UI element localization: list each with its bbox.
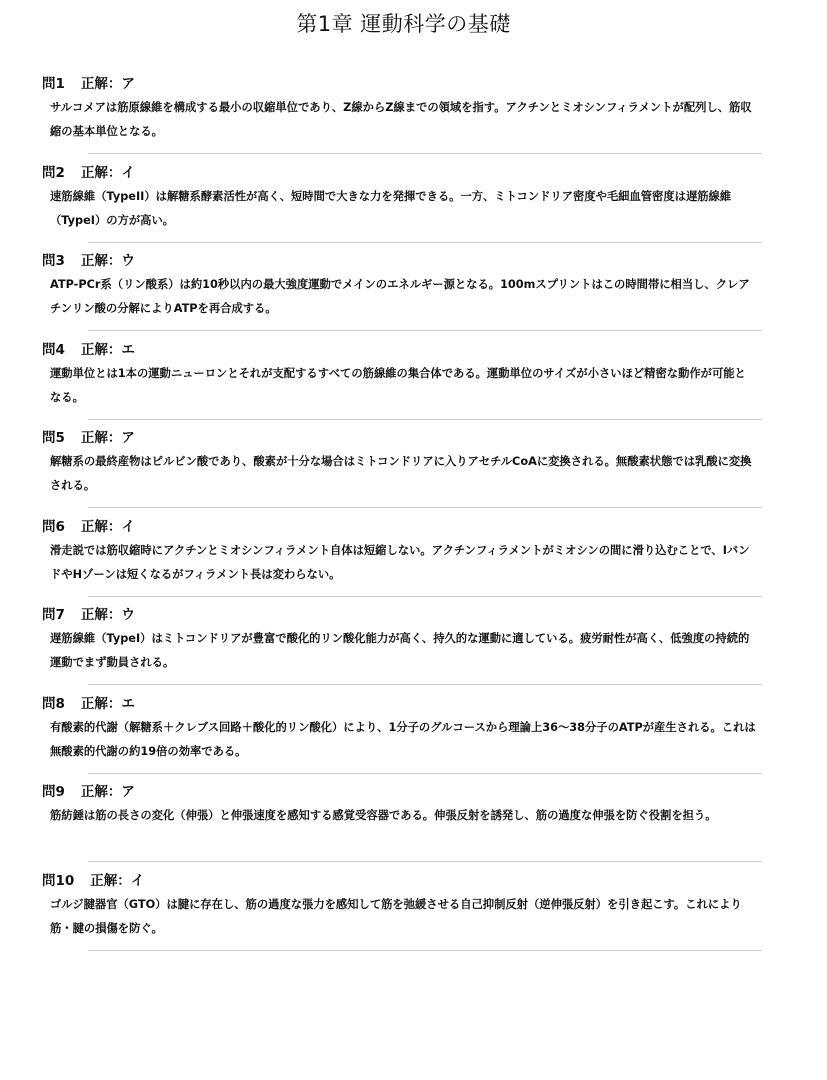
answer-item-6 <box>42 517 762 606</box>
answer-explanation: サルコメアは筋原線維を構成する最小の収縮単位であり、Z線からZ線までの領域を指す。アクチンとミオシンフィラメントが配列し、筋収縮の基本単位となる。 <box>50 101 752 138</box>
divider <box>88 596 762 597</box>
correct-answer: 正解：ア <box>80 430 135 446</box>
question-number: 問8 <box>42 695 65 712</box>
correct-answer: 正解：イ <box>80 164 135 181</box>
divider <box>88 507 762 508</box>
correct-answer: 正解：エ <box>80 341 135 358</box>
question-number: 問9 <box>42 784 65 800</box>
correct-answer: 正解：イ <box>90 872 145 889</box>
answer-header <box>42 74 762 96</box>
answer-header <box>42 163 762 185</box>
answer-explanation: 筋紡錘は筋の長さの変化（伸張）と伸張速度を感知する感覚受容器である。伸張反射を誘発し、筋の過度な伸張を防ぐ役割を担う。 <box>50 809 717 822</box>
answer-item-3 <box>42 251 762 340</box>
correct-answer: 正解：ウ <box>80 607 135 623</box>
divider <box>88 419 762 420</box>
question-number: 問6 <box>42 518 65 535</box>
divider <box>88 153 762 154</box>
question-number: 問2 <box>42 164 65 181</box>
answer-explanation: 運動単位とは1本の運動ニューロンとそれが支配するすべての筋線維の集合体である。運動単位のサイズが小さいほど精密な動作が可能となる。 <box>50 366 746 404</box>
question-number: 問4 <box>42 341 65 358</box>
divider <box>88 861 762 862</box>
answer-item-2 <box>42 163 762 252</box>
question-number: 問5 <box>42 430 65 446</box>
answer-item-4 <box>42 340 762 429</box>
answer-header <box>42 251 762 273</box>
question-number: 問10 <box>42 872 75 889</box>
answer-explanation: 有酸素的代謝（解糖系＋クレブス回路＋酸化的リン酸化）により、1分子のグルコースから理論上36〜38分子のATPが産生される。これは無酸素的代謝の約19倍の効率である。 <box>50 720 756 758</box>
question-number: 問7 <box>42 607 65 623</box>
answer-explanation: ゴルジ腱器官（GTO）は腱に存在し、筋の過度な張力を感知して筋を弛緩させる自己抑制反射（逆伸張反射）を引き起こす。これにより筋・腱の損傷を防ぐ。 <box>50 897 742 935</box>
divider <box>88 773 762 774</box>
answer-header <box>42 782 762 804</box>
divider <box>88 242 762 243</box>
answer-item-9 <box>42 782 762 871</box>
divider <box>88 330 762 331</box>
correct-answer: 正解：ア <box>80 784 135 800</box>
correct-answer: 正解：エ <box>80 695 135 712</box>
answer-explanation: 速筋線維（TypeII）は解糖系酵素活性が高く、短時間で大きな力を発揮できる。一方、ミトコンドリア密度や毛細血管密度は遅筋線維（TypeI）の方が高い。 <box>50 189 732 227</box>
question-number: 問3 <box>42 253 65 269</box>
answer-header <box>42 428 762 450</box>
question-number: 問1 <box>42 76 65 92</box>
answer-explanation: 遅筋線維（TypeI）はミトコンドリアが豊富で酸化的リン酸化能力が高く、持久的な運動に適している。疲労耐性が高く、低強度の持続的運動でまず動員される。 <box>50 632 750 669</box>
answer-item-7 <box>42 605 762 694</box>
answer-explanation: 解糖系の最終産物はピルビン酸であり、酸素が十分な場合はミトコンドリアに入りアセチルCoAに変換される。無酸素状態では乳酸に変換される。 <box>50 455 752 492</box>
divider <box>88 684 762 685</box>
answer-header <box>42 694 762 716</box>
answer-header <box>42 871 762 893</box>
answer-header <box>42 605 762 627</box>
answer-item-10 <box>42 871 762 960</box>
answer-explanation: 滑走説では筋収縮時にアクチンとミオシンフィラメント自体は短縮しない。アクチンフィラメントがミオシンの間に滑り込むことで、IバンドやHゾーンは短くなるがフィラメント長は変わらない。 <box>50 543 750 581</box>
answer-item-8 <box>42 694 762 783</box>
answer-header <box>42 517 762 539</box>
answer-header <box>42 340 762 362</box>
answer-item-5 <box>42 428 762 517</box>
answer-list <box>42 74 762 959</box>
chapter-title: 第1章 運動科学の基礎 <box>296 12 511 36</box>
correct-answer: 正解：ウ <box>80 253 135 269</box>
correct-answer: 正解：イ <box>80 518 135 535</box>
divider <box>88 950 762 951</box>
correct-answer: 正解：ア <box>80 76 135 92</box>
answer-explanation: ATP-PCr系（リン酸系）は約10秒以内の最大強度運動でメインのエネルギー源となる。100mスプリントはこの時間帯に相当し、クレアチンリン酸の分解によりATPを再合成する。 <box>50 278 750 315</box>
answer-item-1 <box>42 74 762 163</box>
